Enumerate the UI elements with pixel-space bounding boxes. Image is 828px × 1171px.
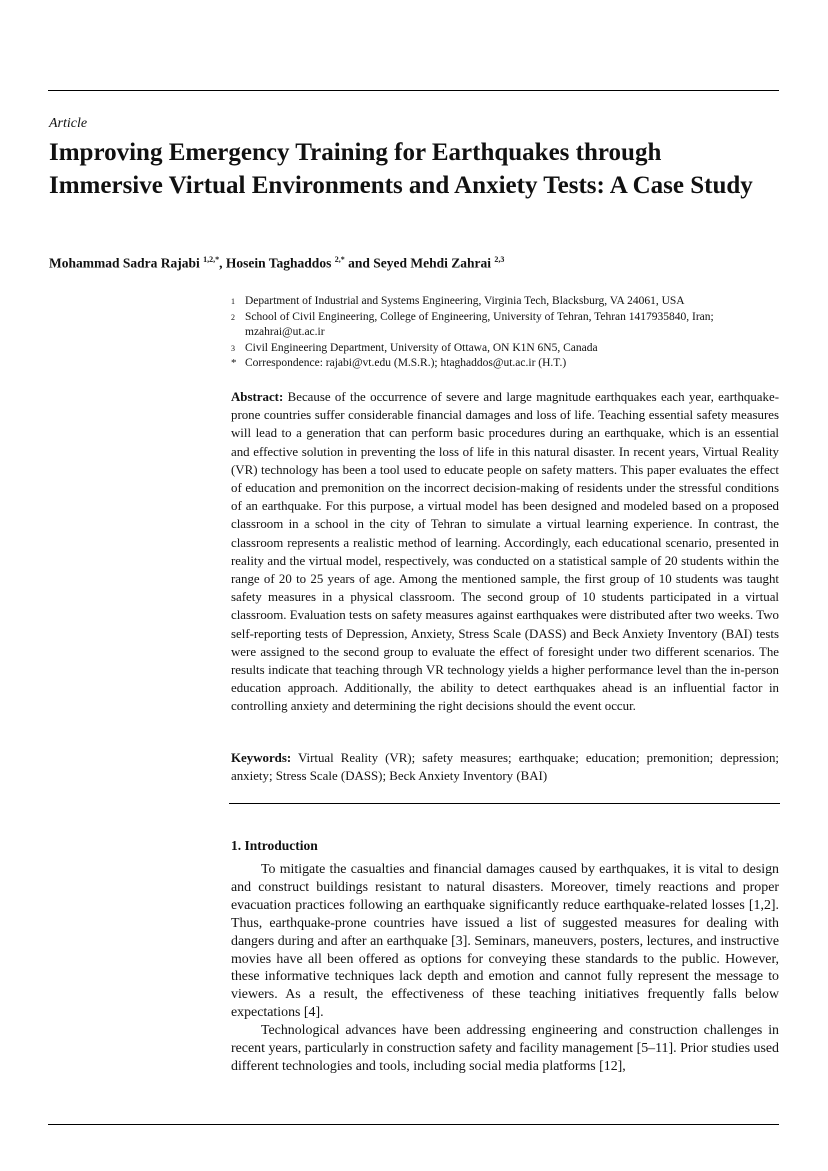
author-separator: and — [344, 255, 374, 271]
correspondence-item — [231, 356, 781, 372]
affiliation-mark: 1 — [231, 297, 235, 306]
keywords-label: Keywords: — [231, 751, 292, 765]
affiliation-item — [231, 341, 781, 357]
author-list — [49, 255, 504, 272]
body-paragraph: Technological advances have been addressing engineering and construction challenges in recent years, particularly in construction safety and facility management [5–11]. Prior studies used different technologies and tools, including social media platforms [12], — [231, 1023, 779, 1074]
author-affiliation-marks: 2,3 — [494, 255, 505, 264]
affiliation-list — [231, 294, 781, 372]
header-rule — [48, 90, 779, 91]
section-heading-introduction: 1. Introduction — [231, 838, 318, 853]
author-name: Seyed Mehdi Zahrai — [373, 255, 491, 271]
affiliation-item — [231, 294, 781, 310]
body-paragraph: To mitigate the casualties and financial damages caused by earthquakes, it is vital to design and construct buildings resistant to natural disasters. Moreover, timely reactions and proper evacuation practices following an earthquake significantly reduce earthquake-related losses [1,2]. Thus, earthquake-prone countries have issued a list of suggested measures for dealing with dangers during and after an earthquake [3]. Seminars, maneuvers, posters, lectures, and instructive movies have all been offered as options for conveying these standards to the public. However, these informative techniques lack depth and emotion and cannot fully represent the message to viewers. As a result, the effectiveness of these teaching initiatives frequently falls below expectations [4]. — [231, 862, 779, 1021]
author-name: Mohammad Sadra Rajabi — [49, 255, 200, 271]
keywords — [231, 749, 779, 785]
affiliation-text: Department of Industrial and Systems Engineering, Virginia Tech, Blacksburg, VA 24061, USA — [245, 295, 685, 307]
affiliation-mark: 2 — [231, 312, 235, 322]
author-affiliation-marks: 1,2,* — [203, 255, 220, 264]
author-name: Hosein Taghaddos — [225, 255, 332, 271]
affiliation-item — [231, 310, 781, 341]
affiliation-mark: 3 — [231, 343, 235, 353]
abstract-label: Abstract: — [231, 390, 284, 404]
footer-rule — [48, 1124, 779, 1125]
correspondence-mark: * — [231, 357, 237, 369]
correspondence-text: Correspondence: rajabi@vt.edu (M.S.R.); htaghaddos@ut.ac.ir (H.T.) — [245, 357, 567, 369]
author-separator: , — [219, 255, 226, 271]
abstract-text: Because of the occurrence of severe and large magnitude earthquakes each year, earthquake-prone countries suffer considerable financial damages and loss of life. Teaching essential safety measures will lead to a generation that can perform basic procedures during an earthquake, which is an essential and effective solution in preventing the loss of life in this natural disaster. In recent years, Virtual Reality (VR) technology has been a tool used to educate people on safety matters. This paper evaluates the effect of education and premonition on the incorrect decision-making of residents under the stressful conditions of an earthquake. For this purpose, a virtual model has been designed and modeled based on a proposed classroom in a school in the city of Tehran to simulate a virtual learning experience. In contrast, the classroom represents a realistic method of learning. Accordingly, each educational scenario, presented in reality and the virtual model, respectively, was conducted on a statistical sample of 20 students within the range of 20 to 25 years of age. Among the mentioned sample, the first group of 10 students was taught safety measures in a physical classroom. The second group of 10 students participated in a virtual classroom. Evaluation tests on safety measures against earthquakes were distributed after two weeks. Two self-reporting tests of Depression, Anxiety, Stress Scale (DASS) and Beck Anxiety Inventory (BAI) tests were assigned to the second group to evaluate the effect of foresight under two different scenarios. The results indicate that teaching through VR technology yields a higher performance level than the in-person education approach. Additionally, the ability to detect earthquakes ahead is an influential factor in controlling anxiety and determining the right decisions should the event occur. — [231, 390, 779, 714]
introduction-body — [231, 861, 779, 1076]
affiliation-text: Civil Engineering Department, University of Ottawa, ON K1N 6N5, Canada — [245, 341, 598, 354]
article-type-label: Article — [49, 116, 88, 131]
section-divider — [229, 803, 780, 804]
keywords-text: Virtual Reality (VR); safety measures; earthquake; education; premonition; depression; anxiety; Stress Scale (DASS); Beck Anxiety Inventory (BAI) — [231, 751, 780, 784]
abstract — [231, 388, 779, 716]
affiliation-text: School of Civil Engineering, College of Engineering, University of Tehran, Tehran 1417935840, Iran; mzahrai@ut.ac.ir — [245, 310, 714, 338]
author-affiliation-marks: 2,* — [334, 255, 345, 264]
paper-title: Improving Emergency Training for Earthquakes through Immersive Virtual Environments and Anxiety Tests: A Case Study — [49, 139, 753, 199]
